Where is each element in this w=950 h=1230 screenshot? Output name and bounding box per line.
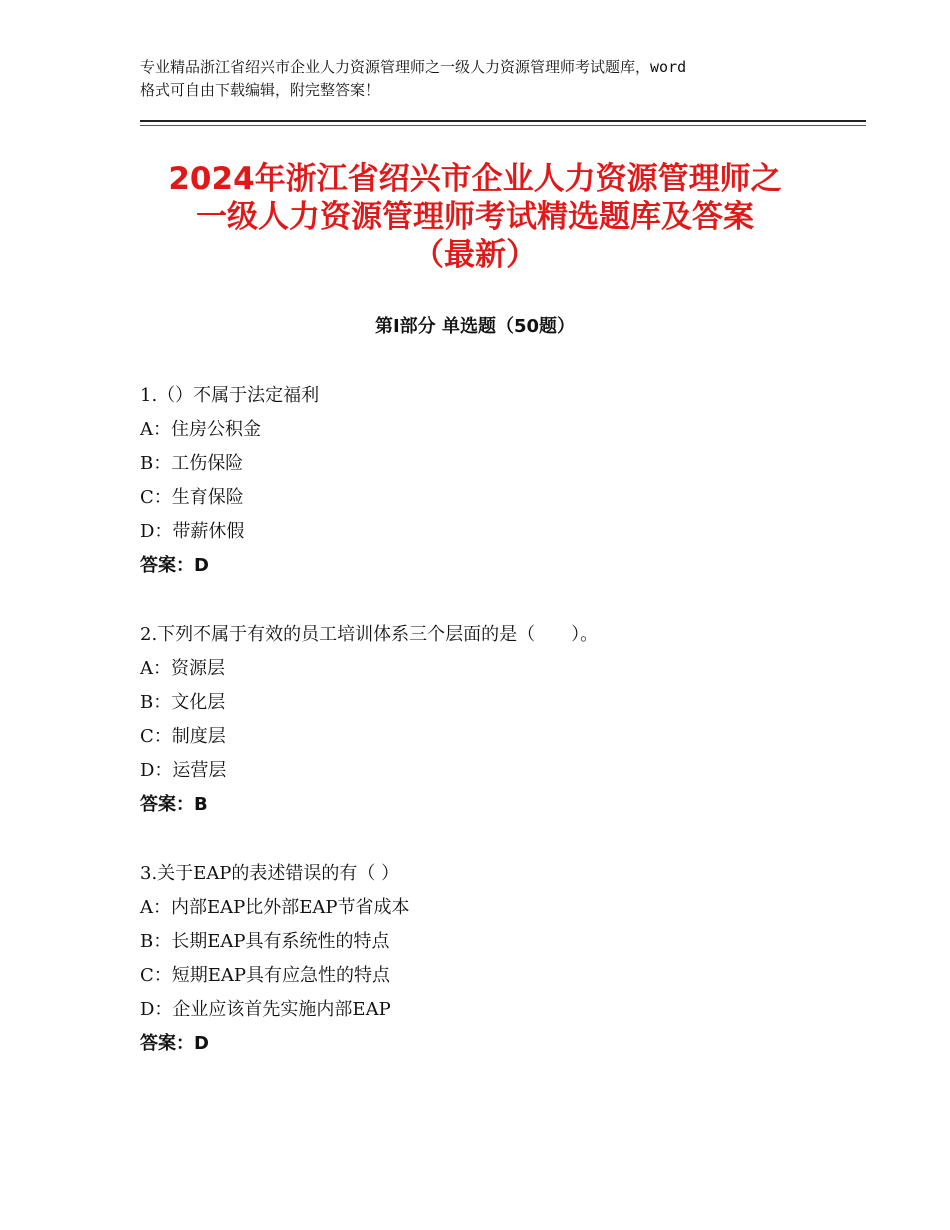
question-item [140,857,860,1061]
document-title [100,160,850,274]
header-note-line-2: 格式可自由下载编辑，附完整答案！ [140,81,381,99]
title-line-1: 2024年浙江省绍兴市企业人力资源管理师之 [168,161,782,197]
answer-text: 答案：B [140,794,208,815]
option-a: A：住房公积金 [140,419,261,440]
section-heading: 第Ⅰ部分 单选题（50题） [374,316,575,337]
option-a: A：资源层 [140,658,225,679]
question-stem: 2.下列不属于有效的员工培训体系三个层面的是（ ）。 [140,624,599,645]
question-stem: 3.关于EAP的表述错误的有（ ） [140,863,400,884]
option-d: D：运营层 [140,760,227,781]
option-c: C：生育保险 [140,487,244,508]
option-d: D：企业应该首先实施内部EAP [140,999,391,1020]
option-c: C：制度层 [140,726,226,747]
header-note-line-1: 专业精品浙江省绍兴市企业人力资源管理师之一级人力资源管理师考试题库，word [140,58,687,76]
option-a: A：内部EAP比外部EAP节省成本 [140,897,410,918]
question-item [140,379,860,583]
option-b: B：文化层 [140,692,226,713]
answer-text: 答案：D [140,1033,209,1054]
title-line-2: 一级人力资源管理师考试精选题库及答案 [196,199,754,235]
option-b: B：工伤保险 [140,453,244,474]
title-line-3: （最新） [413,237,537,273]
question-stem: 1.（）不属于法定福利 [140,385,320,406]
option-d: D：带薪休假 [140,521,245,542]
header-divider-thin [140,125,866,126]
header-divider-thick [140,120,866,122]
header-note [140,56,830,102]
option-b: B：长期EAP具有系统性的特点 [140,931,390,952]
option-c: C：短期EAP具有应急性的特点 [140,965,391,986]
question-item [140,618,860,822]
answer-text: 答案：D [140,555,209,576]
